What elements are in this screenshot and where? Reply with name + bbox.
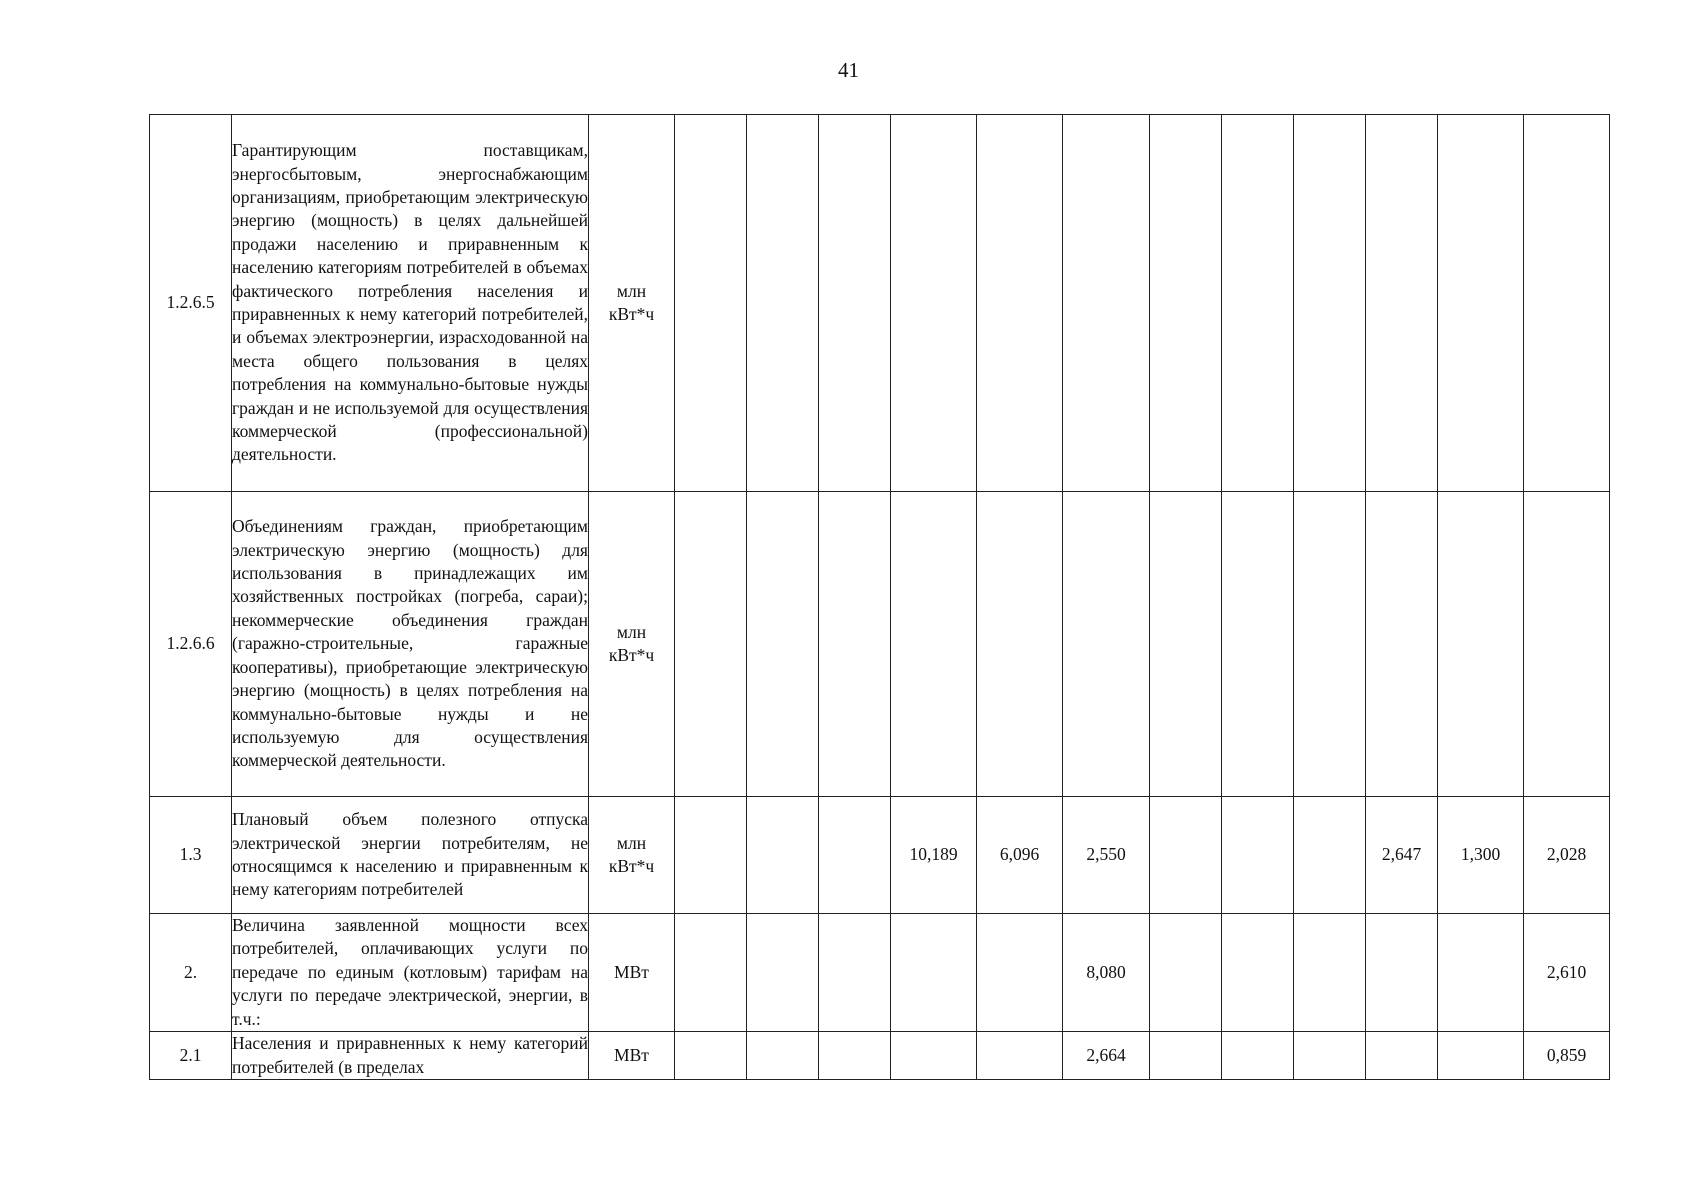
value-cell [1150,1032,1222,1080]
row-code: 1.3 [150,797,232,914]
unit-line-1: млн [616,621,647,642]
table-row [150,914,1610,1032]
value-cell [819,115,891,492]
unit-line-1: млн [616,280,647,301]
value-cell: 0,859 [1524,1032,1610,1080]
value-cell [1222,1032,1294,1080]
value-cell [891,914,977,1032]
value-cell: 8,080 [1063,914,1150,1032]
value-cell [1294,797,1366,914]
value-cell [1150,914,1222,1032]
value-cell [1524,492,1610,797]
row-name: Населения и приравненных к нему категорий потребителей (в пределах [232,1032,589,1080]
value-cell [747,1032,819,1080]
row-unit: МВт [589,1032,675,1080]
value-cell [1294,914,1366,1032]
value-cell: 2,028 [1524,797,1610,914]
row-name: Величина заявленной мощности всех потребителей, оплачивающих услуги по передаче по единым (котловым) тарифам на услуги по передаче электрической, энергии, в т.ч.: [232,914,589,1032]
value-cell [1438,115,1524,492]
value-cell [747,492,819,797]
value-cell [1222,115,1294,492]
value-cell [1438,492,1524,797]
value-cell [819,492,891,797]
row-name: Гарантирующим поставщикам, энергосбытовым, энергоснабжающим организациям, приобретающим электрическую энергию (мощность) в целях дальнейшей продажи населению и приравненным к населению категориям потребителей в объемах фактического потребления населения и приравненных к нему категорий потребителей, и объемах электроэнергии, израсходованной на места общего пользования в целях потребления на коммунально-бытовые нужды граждан и не используемой для осуществления коммерческой (профессиональной) деятельности. [232,115,589,492]
value-cell: 2,647 [1366,797,1438,914]
row-code: 2.1 [150,1032,232,1080]
value-cell [1150,797,1222,914]
value-cell [891,115,977,492]
value-cell [1150,115,1222,492]
table-row [150,797,1610,914]
value-cell [1366,492,1438,797]
row-unit [589,492,675,797]
value-cell [819,914,891,1032]
value-cell: 1,300 [1438,797,1524,914]
data-table [149,114,1610,1080]
value-cell [1222,797,1294,914]
value-cell [675,914,747,1032]
unit-line-2: кВт*ч [608,645,655,665]
unit-line-2: кВт*ч [608,304,655,324]
value-cell [977,914,1063,1032]
value-cell [1294,492,1366,797]
value-cell [747,115,819,492]
value-cell [675,115,747,492]
row-unit [589,115,675,492]
table-row [150,115,1610,492]
value-cell [1150,492,1222,797]
value-cell: 10,189 [891,797,977,914]
table-row [150,492,1610,797]
unit-line-2: кВт*ч [608,856,655,876]
unit-line-1: млн [616,832,647,853]
row-unit [589,797,675,914]
value-cell [1294,115,1366,492]
value-cell [977,1032,1063,1080]
value-cell [977,492,1063,797]
value-cell [1438,914,1524,1032]
value-cell [819,1032,891,1080]
value-cell: 2,664 [1063,1032,1150,1080]
value-cell [1438,1032,1524,1080]
value-cell [675,797,747,914]
value-cell [675,1032,747,1080]
value-cell: 2,610 [1524,914,1610,1032]
value-cell [1222,492,1294,797]
value-cell [747,914,819,1032]
value-cell [675,492,747,797]
row-unit: МВт [589,914,675,1032]
value-cell [1366,115,1438,492]
value-cell: 6,096 [977,797,1063,914]
page-number: 41 [838,58,859,82]
value-cell [1063,115,1150,492]
value-cell [1063,492,1150,797]
value-cell [977,115,1063,492]
row-name: Плановый объем полезного отпуска электрической энергии потребителям, не относящимся к населению и приравненным к нему категориям потребителей [232,797,589,914]
value-cell [1366,1032,1438,1080]
value-cell [747,797,819,914]
value-cell: 2,550 [1063,797,1150,914]
row-code: 1.2.6.6 [150,492,232,797]
value-cell [891,1032,977,1080]
row-code: 1.2.6.5 [150,115,232,492]
value-cell [819,797,891,914]
row-name: Объединениям граждан, приобретающим электрическую энергию (мощность) для использования в принадлежащих им хозяйственных постройках (погреба, сараи); некоммерческие объединения граждан (гаражно-строительные, гаражные кооперативы), приобретающие электрическую энергию (мощность) в целях потребления на коммунально-бытовые нужды и не используемую для осуществления коммерческой деятельности. [232,492,589,797]
table-row [150,1032,1610,1080]
value-cell [1524,115,1610,492]
row-code: 2. [150,914,232,1032]
value-cell [1222,914,1294,1032]
value-cell [1294,1032,1366,1080]
value-cell [1366,914,1438,1032]
value-cell [891,492,977,797]
